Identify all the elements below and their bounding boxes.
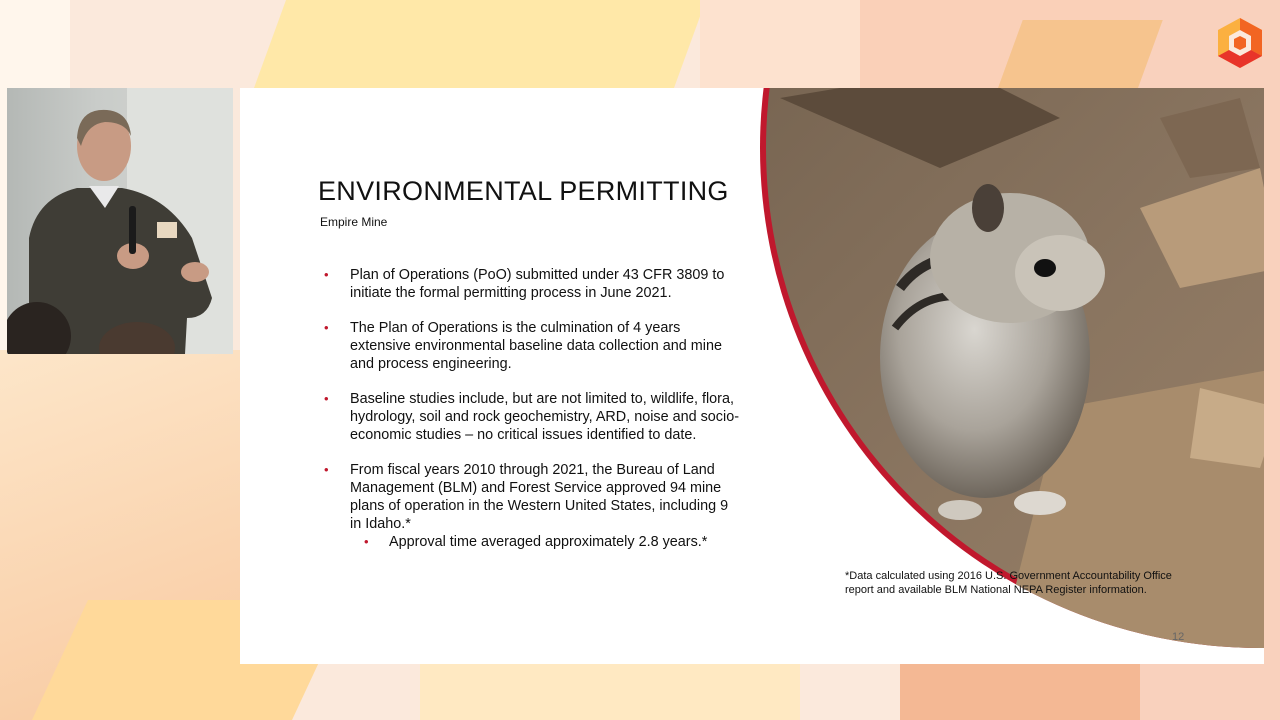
sub-list-item [350, 533, 740, 551]
bullet-dot-icon: • [324, 391, 329, 406]
speaker-video [7, 88, 233, 354]
page-number: 12 [1172, 631, 1185, 643]
bullet-dot-icon: • [364, 534, 369, 549]
list-item [320, 461, 740, 551]
bullet-list [320, 266, 740, 568]
bullet-dot-icon: • [324, 320, 329, 335]
bullet-text: From fiscal years 2010 through 2021, the Bureau of Land Management (BLM) and Forest Service approved 94 mine plans of operation in the Western United States, including 9 in Idaho.* [350, 462, 729, 532]
list-item [320, 319, 740, 373]
chipmunk-photo [760, 88, 1264, 648]
presentation-slide [240, 88, 1264, 664]
bullet-text: The Plan of Operations is the culmination of 4 years extensive environmental baseline data collection and mine and process engineering. [350, 320, 722, 372]
bullet-text: Plan of Operations (PoO) submitted under 43 CFR 3809 to initiate the formal permitting process in June 2021. [350, 267, 725, 301]
bullet-dot-icon: • [324, 267, 329, 282]
sub-bullet-text: Approval time averaged approximately 2.8 years.* [389, 534, 708, 550]
bullet-text: Baseline studies include, but are not limited to, wildlife, flora, hydrology, soil and rock geochemistry, ARD, noise and socio-economic studies – no critical issues identified to date. [350, 391, 739, 443]
slide-title: ENVIRONMENTAL PERMITTING [318, 176, 729, 206]
bullet-dot-icon: • [324, 462, 329, 477]
list-item [320, 266, 740, 302]
list-item [320, 390, 740, 444]
slide-subtitle: Empire Mine [320, 215, 388, 229]
sub-bullet-list [350, 533, 740, 551]
hexagon-logo-icon [1214, 16, 1266, 72]
footnote: *Data calculated using 2016 U.S. Government Accountability Office report and available BLM National NEPA Register information. [845, 570, 1172, 596]
